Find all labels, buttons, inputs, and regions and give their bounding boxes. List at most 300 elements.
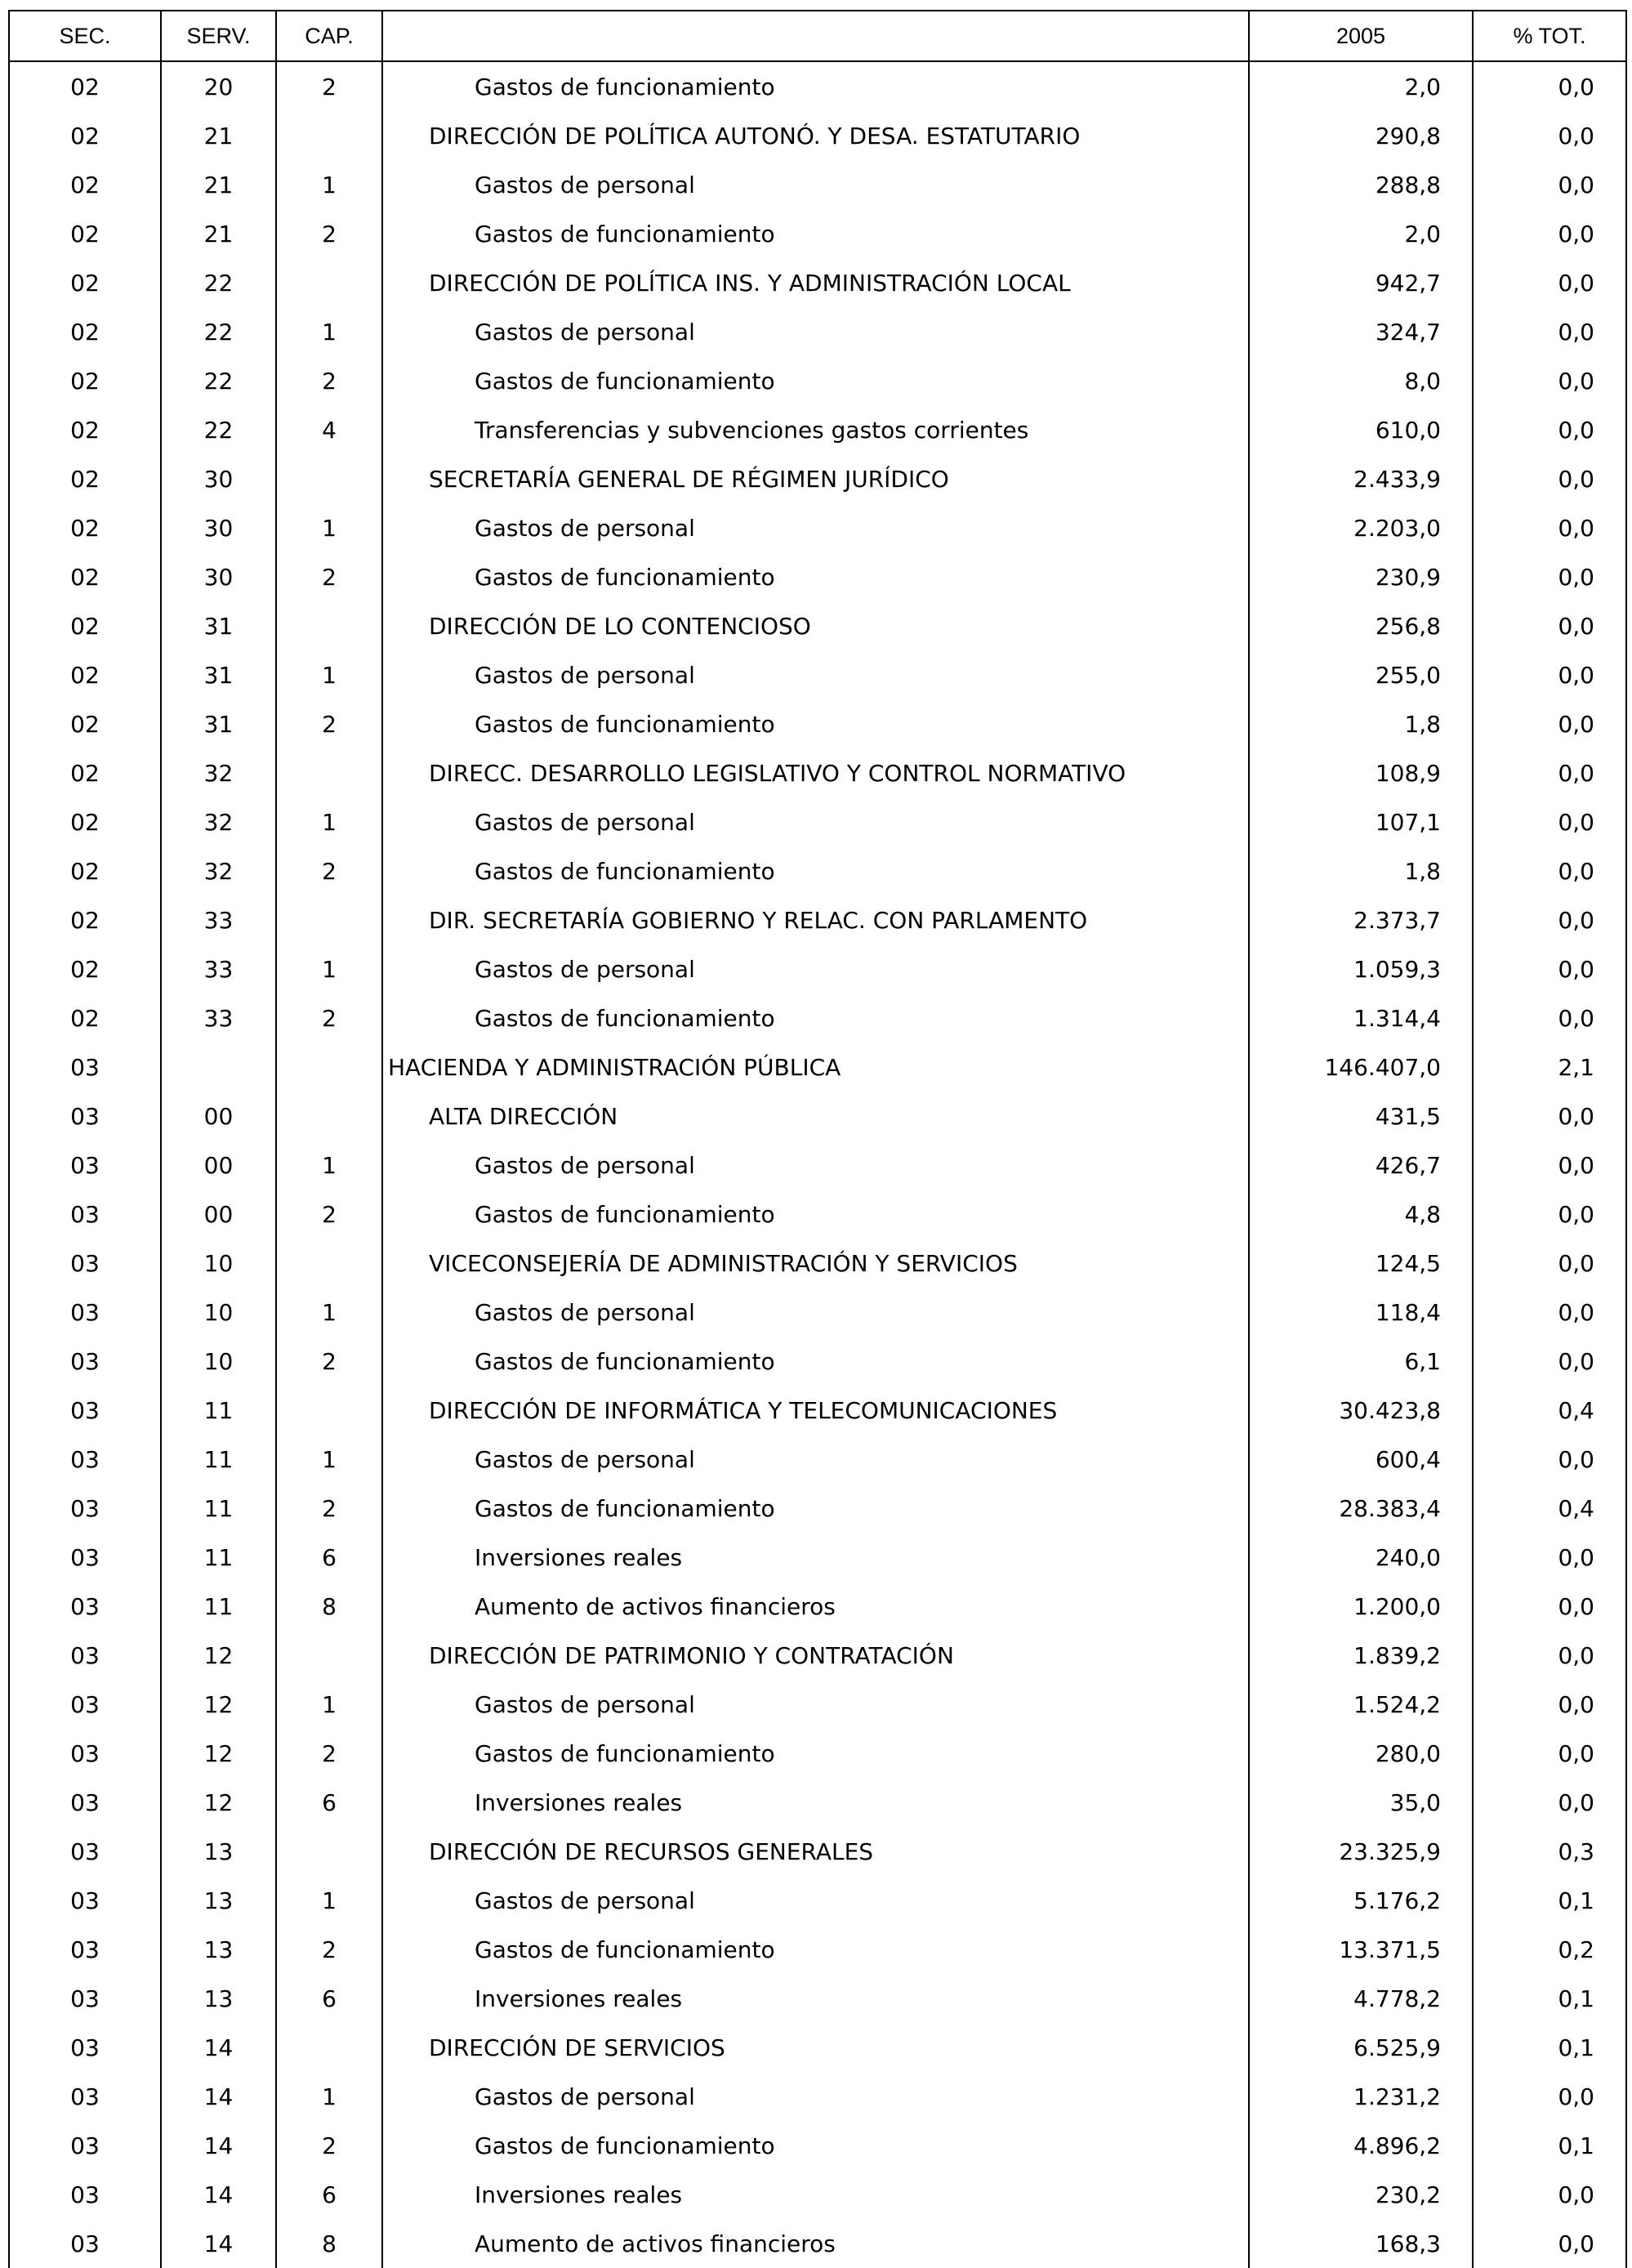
- cell-description: HACIENDA Y ADMINISTRACIÓN PÚBLICA: [382, 1042, 1249, 1092]
- cell-serv: 13: [161, 1876, 276, 1925]
- table-row: [9, 699, 1626, 748]
- cell-serv: 00: [161, 1141, 276, 1190]
- cell-cap: 2: [276, 1190, 382, 1239]
- cell-pct-total: 0,0: [1473, 2072, 1626, 2121]
- cell-amount: 2.373,7: [1249, 895, 1473, 944]
- cell-description: DIRECCIÓN DE RECURSOS GENERALES: [382, 1827, 1249, 1876]
- cell-amount: 28.383,4: [1249, 1484, 1473, 1533]
- cell-serv: 33: [161, 993, 276, 1042]
- cell-cap: 1: [276, 650, 382, 699]
- cell-serv: 10: [161, 1337, 276, 1386]
- cell-serv: 10: [161, 1239, 276, 1288]
- cell-description: Inversiones reales: [382, 1533, 1249, 1582]
- table-row: [9, 1141, 1626, 1190]
- cell-amount: 168,3: [1249, 2219, 1473, 2268]
- cell-amount: 1.314,4: [1249, 993, 1473, 1042]
- cell-description: Gastos de funcionamiento: [382, 1729, 1249, 1778]
- table-row: [9, 650, 1626, 699]
- cell-description: Gastos de personal: [382, 1680, 1249, 1729]
- cell-cap: 2: [276, 993, 382, 1042]
- cell-description: Gastos de personal: [382, 650, 1249, 699]
- cell-description: DIR. SECRETARÍA GOBIERNO Y RELAC. CON PARLAMENTO: [382, 895, 1249, 944]
- cell-cap: 8: [276, 2219, 382, 2268]
- cell-sec: 03: [9, 1337, 161, 1386]
- table-row: [9, 2170, 1626, 2219]
- table-row: [9, 1288, 1626, 1337]
- cell-sec: 03: [9, 1533, 161, 1582]
- cell-amount: 4,8: [1249, 1190, 1473, 1239]
- cell-sec: 02: [9, 650, 161, 699]
- cell-pct-total: 0,0: [1473, 993, 1626, 1042]
- cell-serv: 31: [161, 650, 276, 699]
- cell-amount: 230,9: [1249, 552, 1473, 601]
- table-row: [9, 1386, 1626, 1435]
- cell-cap: 2: [276, 552, 382, 601]
- cell-sec: 02: [9, 797, 161, 846]
- cell-cap: 6: [276, 1533, 382, 1582]
- cell-pct-total: 0,1: [1473, 2121, 1626, 2170]
- cell-sec: 03: [9, 1484, 161, 1533]
- cell-serv: 11: [161, 1386, 276, 1435]
- cell-cap: 1: [276, 307, 382, 356]
- table-row: [9, 209, 1626, 258]
- cell-sec: 03: [9, 2170, 161, 2219]
- cell-sec: 03: [9, 1631, 161, 1680]
- table-row: [9, 1729, 1626, 1778]
- cell-cap: 1: [276, 1141, 382, 1190]
- cell-description: DIRECCIÓN DE PATRIMONIO Y CONTRATACIÓN: [382, 1631, 1249, 1680]
- table-body: [9, 61, 1626, 2268]
- table-row: [9, 846, 1626, 895]
- header-serv: SERV.: [161, 11, 276, 61]
- cell-amount: 4.778,2: [1249, 1974, 1473, 2023]
- cell-sec: 02: [9, 307, 161, 356]
- cell-serv: 21: [161, 111, 276, 160]
- table-row: [9, 1582, 1626, 1631]
- table-row: [9, 307, 1626, 356]
- table-row: [9, 258, 1626, 307]
- cell-amount: 942,7: [1249, 258, 1473, 307]
- cell-serv: 31: [161, 699, 276, 748]
- cell-cap: 1: [276, 1288, 382, 1337]
- cell-pct-total: 0,0: [1473, 209, 1626, 258]
- cell-pct-total: 0,0: [1473, 944, 1626, 993]
- cell-description: Gastos de personal: [382, 1876, 1249, 1925]
- cell-pct-total: 0,0: [1473, 1680, 1626, 1729]
- cell-description: Gastos de funcionamiento: [382, 2121, 1249, 2170]
- cell-cap: 2: [276, 1337, 382, 1386]
- cell-cap: 2: [276, 1484, 382, 1533]
- cell-serv: 14: [161, 2170, 276, 2219]
- cell-sec: 03: [9, 2121, 161, 2170]
- cell-sec: 02: [9, 356, 161, 405]
- cell-serv: 21: [161, 160, 276, 209]
- cell-sec: 03: [9, 1435, 161, 1484]
- table-row: [9, 1974, 1626, 2023]
- header-pct: % TOT.: [1473, 11, 1626, 61]
- cell-serv: 32: [161, 748, 276, 797]
- cell-serv: 30: [161, 454, 276, 503]
- cell-description: Gastos de personal: [382, 944, 1249, 993]
- cell-description: Transferencias y subvenciones gastos corrientes: [382, 405, 1249, 454]
- cell-description: Gastos de personal: [382, 1288, 1249, 1337]
- table-row: [9, 1092, 1626, 1141]
- cell-cap: [276, 1827, 382, 1876]
- table-row: [9, 1239, 1626, 1288]
- cell-cap: [276, 1631, 382, 1680]
- cell-amount: 4.896,2: [1249, 2121, 1473, 2170]
- table-row: [9, 601, 1626, 650]
- cell-amount: 1.524,2: [1249, 1680, 1473, 1729]
- cell-serv: 22: [161, 307, 276, 356]
- cell-cap: [276, 1386, 382, 1435]
- cell-sec: 03: [9, 2072, 161, 2121]
- cell-cap: [276, 1042, 382, 1092]
- cell-pct-total: 0,0: [1473, 895, 1626, 944]
- cell-amount: 8,0: [1249, 356, 1473, 405]
- cell-amount: 30.423,8: [1249, 1386, 1473, 1435]
- cell-cap: 1: [276, 1876, 382, 1925]
- cell-cap: 1: [276, 1680, 382, 1729]
- cell-cap: 2: [276, 846, 382, 895]
- cell-serv: 33: [161, 895, 276, 944]
- cell-pct-total: 0,0: [1473, 552, 1626, 601]
- cell-amount: 1.839,2: [1249, 1631, 1473, 1680]
- cell-amount: 2,0: [1249, 209, 1473, 258]
- cell-sec: 03: [9, 1582, 161, 1631]
- cell-description: Gastos de personal: [382, 307, 1249, 356]
- cell-amount: 23.325,9: [1249, 1827, 1473, 1876]
- cell-description: DIRECCIÓN DE SERVICIOS: [382, 2023, 1249, 2072]
- cell-serv: 20: [161, 61, 276, 111]
- table-row: [9, 552, 1626, 601]
- cell-sec: 03: [9, 1974, 161, 2023]
- cell-serv: 11: [161, 1533, 276, 1582]
- cell-cap: 4: [276, 405, 382, 454]
- cell-serv: 13: [161, 1974, 276, 2023]
- cell-amount: 1,8: [1249, 846, 1473, 895]
- cell-serv: 00: [161, 1190, 276, 1239]
- cell-amount: 124,5: [1249, 1239, 1473, 1288]
- cell-description: Gastos de funcionamiento: [382, 846, 1249, 895]
- table-row: [9, 454, 1626, 503]
- cell-amount: 431,5: [1249, 1092, 1473, 1141]
- table-row: [9, 993, 1626, 1042]
- header-cap: CAP.: [276, 11, 382, 61]
- cell-serv: 14: [161, 2072, 276, 2121]
- cell-cap: [276, 601, 382, 650]
- cell-sec: 03: [9, 1141, 161, 1190]
- table-row: [9, 1631, 1626, 1680]
- cell-serv: [161, 1042, 276, 1092]
- cell-amount: 256,8: [1249, 601, 1473, 650]
- cell-description: Inversiones reales: [382, 2170, 1249, 2219]
- cell-cap: 2: [276, 699, 382, 748]
- cell-sec: 02: [9, 944, 161, 993]
- cell-pct-total: 0,0: [1473, 258, 1626, 307]
- budget-table: [8, 10, 1627, 2268]
- cell-sec: 02: [9, 895, 161, 944]
- cell-sec: 03: [9, 1876, 161, 1925]
- cell-amount: 5.176,2: [1249, 1876, 1473, 1925]
- cell-description: DIRECCIÓN DE POLÍTICA INS. Y ADMINISTRACIÓN LOCAL: [382, 258, 1249, 307]
- table-row: [9, 111, 1626, 160]
- table-row: [9, 1827, 1626, 1876]
- cell-description: DIRECC. DESARROLLO LEGISLATIVO Y CONTROL NORMATIVO: [382, 748, 1249, 797]
- cell-cap: 6: [276, 1778, 382, 1827]
- cell-description: Gastos de personal: [382, 2072, 1249, 2121]
- cell-pct-total: 0,0: [1473, 1190, 1626, 1239]
- cell-serv: 11: [161, 1435, 276, 1484]
- cell-amount: 118,4: [1249, 1288, 1473, 1337]
- cell-pct-total: 0,1: [1473, 2023, 1626, 2072]
- cell-description: Gastos de personal: [382, 1435, 1249, 1484]
- cell-serv: 12: [161, 1680, 276, 1729]
- cell-serv: 12: [161, 1729, 276, 1778]
- cell-pct-total: 0,0: [1473, 699, 1626, 748]
- cell-pct-total: 0,0: [1473, 160, 1626, 209]
- cell-amount: 6,1: [1249, 1337, 1473, 1386]
- table-row: [9, 1337, 1626, 1386]
- table-row: [9, 356, 1626, 405]
- cell-amount: 13.371,5: [1249, 1925, 1473, 1974]
- cell-pct-total: 0,0: [1473, 846, 1626, 895]
- cell-sec: 03: [9, 1092, 161, 1141]
- cell-cap: 1: [276, 160, 382, 209]
- cell-serv: 00: [161, 1092, 276, 1141]
- cell-sec: 02: [9, 160, 161, 209]
- cell-cap: 1: [276, 944, 382, 993]
- cell-cap: 1: [276, 503, 382, 552]
- table-row: [9, 748, 1626, 797]
- cell-pct-total: 0,0: [1473, 356, 1626, 405]
- cell-pct-total: 0,0: [1473, 797, 1626, 846]
- table-row: [9, 1876, 1626, 1925]
- cell-sec: 03: [9, 1729, 161, 1778]
- cell-amount: 2.203,0: [1249, 503, 1473, 552]
- table-row: [9, 2219, 1626, 2268]
- cell-sec: 03: [9, 1288, 161, 1337]
- cell-sec: 02: [9, 748, 161, 797]
- cell-sec: 02: [9, 111, 161, 160]
- cell-amount: 426,7: [1249, 1141, 1473, 1190]
- cell-description: Gastos de funcionamiento: [382, 1190, 1249, 1239]
- cell-description: Gastos de funcionamiento: [382, 1484, 1249, 1533]
- table-row: [9, 1042, 1626, 1092]
- table-row: [9, 1435, 1626, 1484]
- table-row: [9, 1680, 1626, 1729]
- cell-serv: 14: [161, 2121, 276, 2170]
- cell-pct-total: 0,0: [1473, 2170, 1626, 2219]
- cell-pct-total: 0,0: [1473, 1239, 1626, 1288]
- cell-sec: 03: [9, 2219, 161, 2268]
- cell-description: Gastos de personal: [382, 797, 1249, 846]
- cell-pct-total: 0,1: [1473, 1876, 1626, 1925]
- cell-amount: 1.231,2: [1249, 2072, 1473, 2121]
- cell-serv: 22: [161, 258, 276, 307]
- cell-pct-total: 0,0: [1473, 650, 1626, 699]
- cell-cap: [276, 2023, 382, 2072]
- cell-cap: [276, 748, 382, 797]
- cell-amount: 280,0: [1249, 1729, 1473, 1778]
- cell-cap: 2: [276, 61, 382, 111]
- cell-serv: 12: [161, 1631, 276, 1680]
- cell-serv: 31: [161, 601, 276, 650]
- cell-description: VICECONSEJERÍA DE ADMINISTRACIÓN Y SERVICIOS: [382, 1239, 1249, 1288]
- cell-pct-total: 0,0: [1473, 1092, 1626, 1141]
- table-header: [9, 11, 1626, 61]
- cell-amount: 2.433,9: [1249, 454, 1473, 503]
- cell-sec: 02: [9, 699, 161, 748]
- cell-sec: 02: [9, 601, 161, 650]
- header-amount: 2005: [1249, 11, 1473, 61]
- cell-amount: 1.059,3: [1249, 944, 1473, 993]
- cell-amount: 107,1: [1249, 797, 1473, 846]
- cell-amount: 2,0: [1249, 61, 1473, 111]
- cell-sec: 02: [9, 993, 161, 1042]
- cell-pct-total: 0,0: [1473, 1533, 1626, 1582]
- cell-description: Gastos de personal: [382, 1141, 1249, 1190]
- cell-cap: [276, 1239, 382, 1288]
- table-row: [9, 61, 1626, 111]
- cell-description: Inversiones reales: [382, 1974, 1249, 2023]
- cell-cap: 6: [276, 1974, 382, 2023]
- cell-pct-total: 0,0: [1473, 1337, 1626, 1386]
- cell-amount: 146.407,0: [1249, 1042, 1473, 1092]
- cell-sec: 03: [9, 1925, 161, 1974]
- cell-pct-total: 0,0: [1473, 1582, 1626, 1631]
- cell-serv: 33: [161, 944, 276, 993]
- table-row: [9, 405, 1626, 454]
- cell-description: Gastos de funcionamiento: [382, 209, 1249, 258]
- cell-cap: [276, 111, 382, 160]
- cell-serv: 11: [161, 1484, 276, 1533]
- table-row: [9, 2121, 1626, 2170]
- table-row: [9, 797, 1626, 846]
- cell-serv: 32: [161, 846, 276, 895]
- cell-pct-total: 0,0: [1473, 1141, 1626, 1190]
- cell-amount: 324,7: [1249, 307, 1473, 356]
- cell-sec: 02: [9, 61, 161, 111]
- cell-serv: 14: [161, 2023, 276, 2072]
- cell-amount: 1,8: [1249, 699, 1473, 748]
- cell-cap: 1: [276, 2072, 382, 2121]
- cell-description: DIRECCIÓN DE POLÍTICA AUTONÓ. Y DESA. ESTATUTARIO: [382, 111, 1249, 160]
- cell-pct-total: 0,0: [1473, 111, 1626, 160]
- cell-pct-total: 0,0: [1473, 1729, 1626, 1778]
- header-sec: SEC.: [9, 11, 161, 61]
- cell-pct-total: 0,0: [1473, 1435, 1626, 1484]
- cell-description: Gastos de funcionamiento: [382, 1337, 1249, 1386]
- cell-pct-total: 0,3: [1473, 1827, 1626, 1876]
- cell-serv: 22: [161, 356, 276, 405]
- cell-cap: 2: [276, 356, 382, 405]
- cell-pct-total: 0,1: [1473, 1974, 1626, 2023]
- cell-amount: 230,2: [1249, 2170, 1473, 2219]
- cell-serv: 22: [161, 405, 276, 454]
- cell-serv: 21: [161, 209, 276, 258]
- cell-pct-total: 0,0: [1473, 1778, 1626, 1827]
- cell-description: Aumento de activos financieros: [382, 1582, 1249, 1631]
- cell-description: ALTA DIRECCIÓN: [382, 1092, 1249, 1141]
- cell-sec: 03: [9, 1042, 161, 1092]
- cell-serv: 10: [161, 1288, 276, 1337]
- table-row: [9, 1190, 1626, 1239]
- cell-amount: 610,0: [1249, 405, 1473, 454]
- cell-serv: 14: [161, 2219, 276, 2268]
- cell-description: Gastos de funcionamiento: [382, 61, 1249, 111]
- cell-sec: 02: [9, 258, 161, 307]
- cell-sec: 03: [9, 1190, 161, 1239]
- cell-sec: 03: [9, 2023, 161, 2072]
- cell-serv: 32: [161, 797, 276, 846]
- table-row: [9, 160, 1626, 209]
- cell-description: Gastos de personal: [382, 503, 1249, 552]
- cell-description: Aumento de activos financieros: [382, 2219, 1249, 2268]
- cell-amount: 255,0: [1249, 650, 1473, 699]
- cell-sec: 03: [9, 1386, 161, 1435]
- cell-pct-total: 0,0: [1473, 61, 1626, 111]
- cell-cap: 2: [276, 1925, 382, 1974]
- cell-sec: 03: [9, 1778, 161, 1827]
- cell-amount: 1.200,0: [1249, 1582, 1473, 1631]
- cell-sec: 02: [9, 552, 161, 601]
- cell-sec: 02: [9, 503, 161, 552]
- cell-description: Gastos de funcionamiento: [382, 356, 1249, 405]
- cell-amount: 35,0: [1249, 1778, 1473, 1827]
- header-row: [9, 11, 1626, 61]
- cell-description: Inversiones reales: [382, 1778, 1249, 1827]
- table-row: [9, 503, 1626, 552]
- cell-description: SECRETARÍA GENERAL DE RÉGIMEN JURÍDICO: [382, 454, 1249, 503]
- table-row: [9, 1925, 1626, 1974]
- header-desc: [382, 11, 1249, 61]
- cell-pct-total: 0,2: [1473, 1925, 1626, 1974]
- cell-serv: 30: [161, 503, 276, 552]
- cell-amount: 6.525,9: [1249, 2023, 1473, 2072]
- cell-sec: 03: [9, 1827, 161, 1876]
- cell-description: Gastos de funcionamiento: [382, 552, 1249, 601]
- cell-cap: [276, 454, 382, 503]
- table-row: [9, 1533, 1626, 1582]
- table-row: [9, 2023, 1626, 2072]
- cell-sec: 02: [9, 454, 161, 503]
- cell-serv: 13: [161, 1925, 276, 1974]
- cell-pct-total: 0,0: [1473, 405, 1626, 454]
- cell-cap: 8: [276, 1582, 382, 1631]
- cell-pct-total: 0,0: [1473, 601, 1626, 650]
- cell-sec: 02: [9, 405, 161, 454]
- cell-serv: 11: [161, 1582, 276, 1631]
- cell-pct-total: 0,0: [1473, 2219, 1626, 2268]
- cell-pct-total: 0,4: [1473, 1386, 1626, 1435]
- cell-amount: 108,9: [1249, 748, 1473, 797]
- cell-pct-total: 0,0: [1473, 454, 1626, 503]
- cell-serv: 12: [161, 1778, 276, 1827]
- cell-description: Gastos de personal: [382, 160, 1249, 209]
- cell-amount: 290,8: [1249, 111, 1473, 160]
- cell-amount: 288,8: [1249, 160, 1473, 209]
- cell-amount: 600,4: [1249, 1435, 1473, 1484]
- cell-sec: 02: [9, 846, 161, 895]
- table-row: [9, 944, 1626, 993]
- cell-description: Gastos de funcionamiento: [382, 699, 1249, 748]
- cell-sec: 03: [9, 1239, 161, 1288]
- cell-pct-total: 0,0: [1473, 1288, 1626, 1337]
- cell-description: DIRECCIÓN DE LO CONTENCIOSO: [382, 601, 1249, 650]
- cell-description: Gastos de funcionamiento: [382, 993, 1249, 1042]
- cell-pct-total: 2,1: [1473, 1042, 1626, 1092]
